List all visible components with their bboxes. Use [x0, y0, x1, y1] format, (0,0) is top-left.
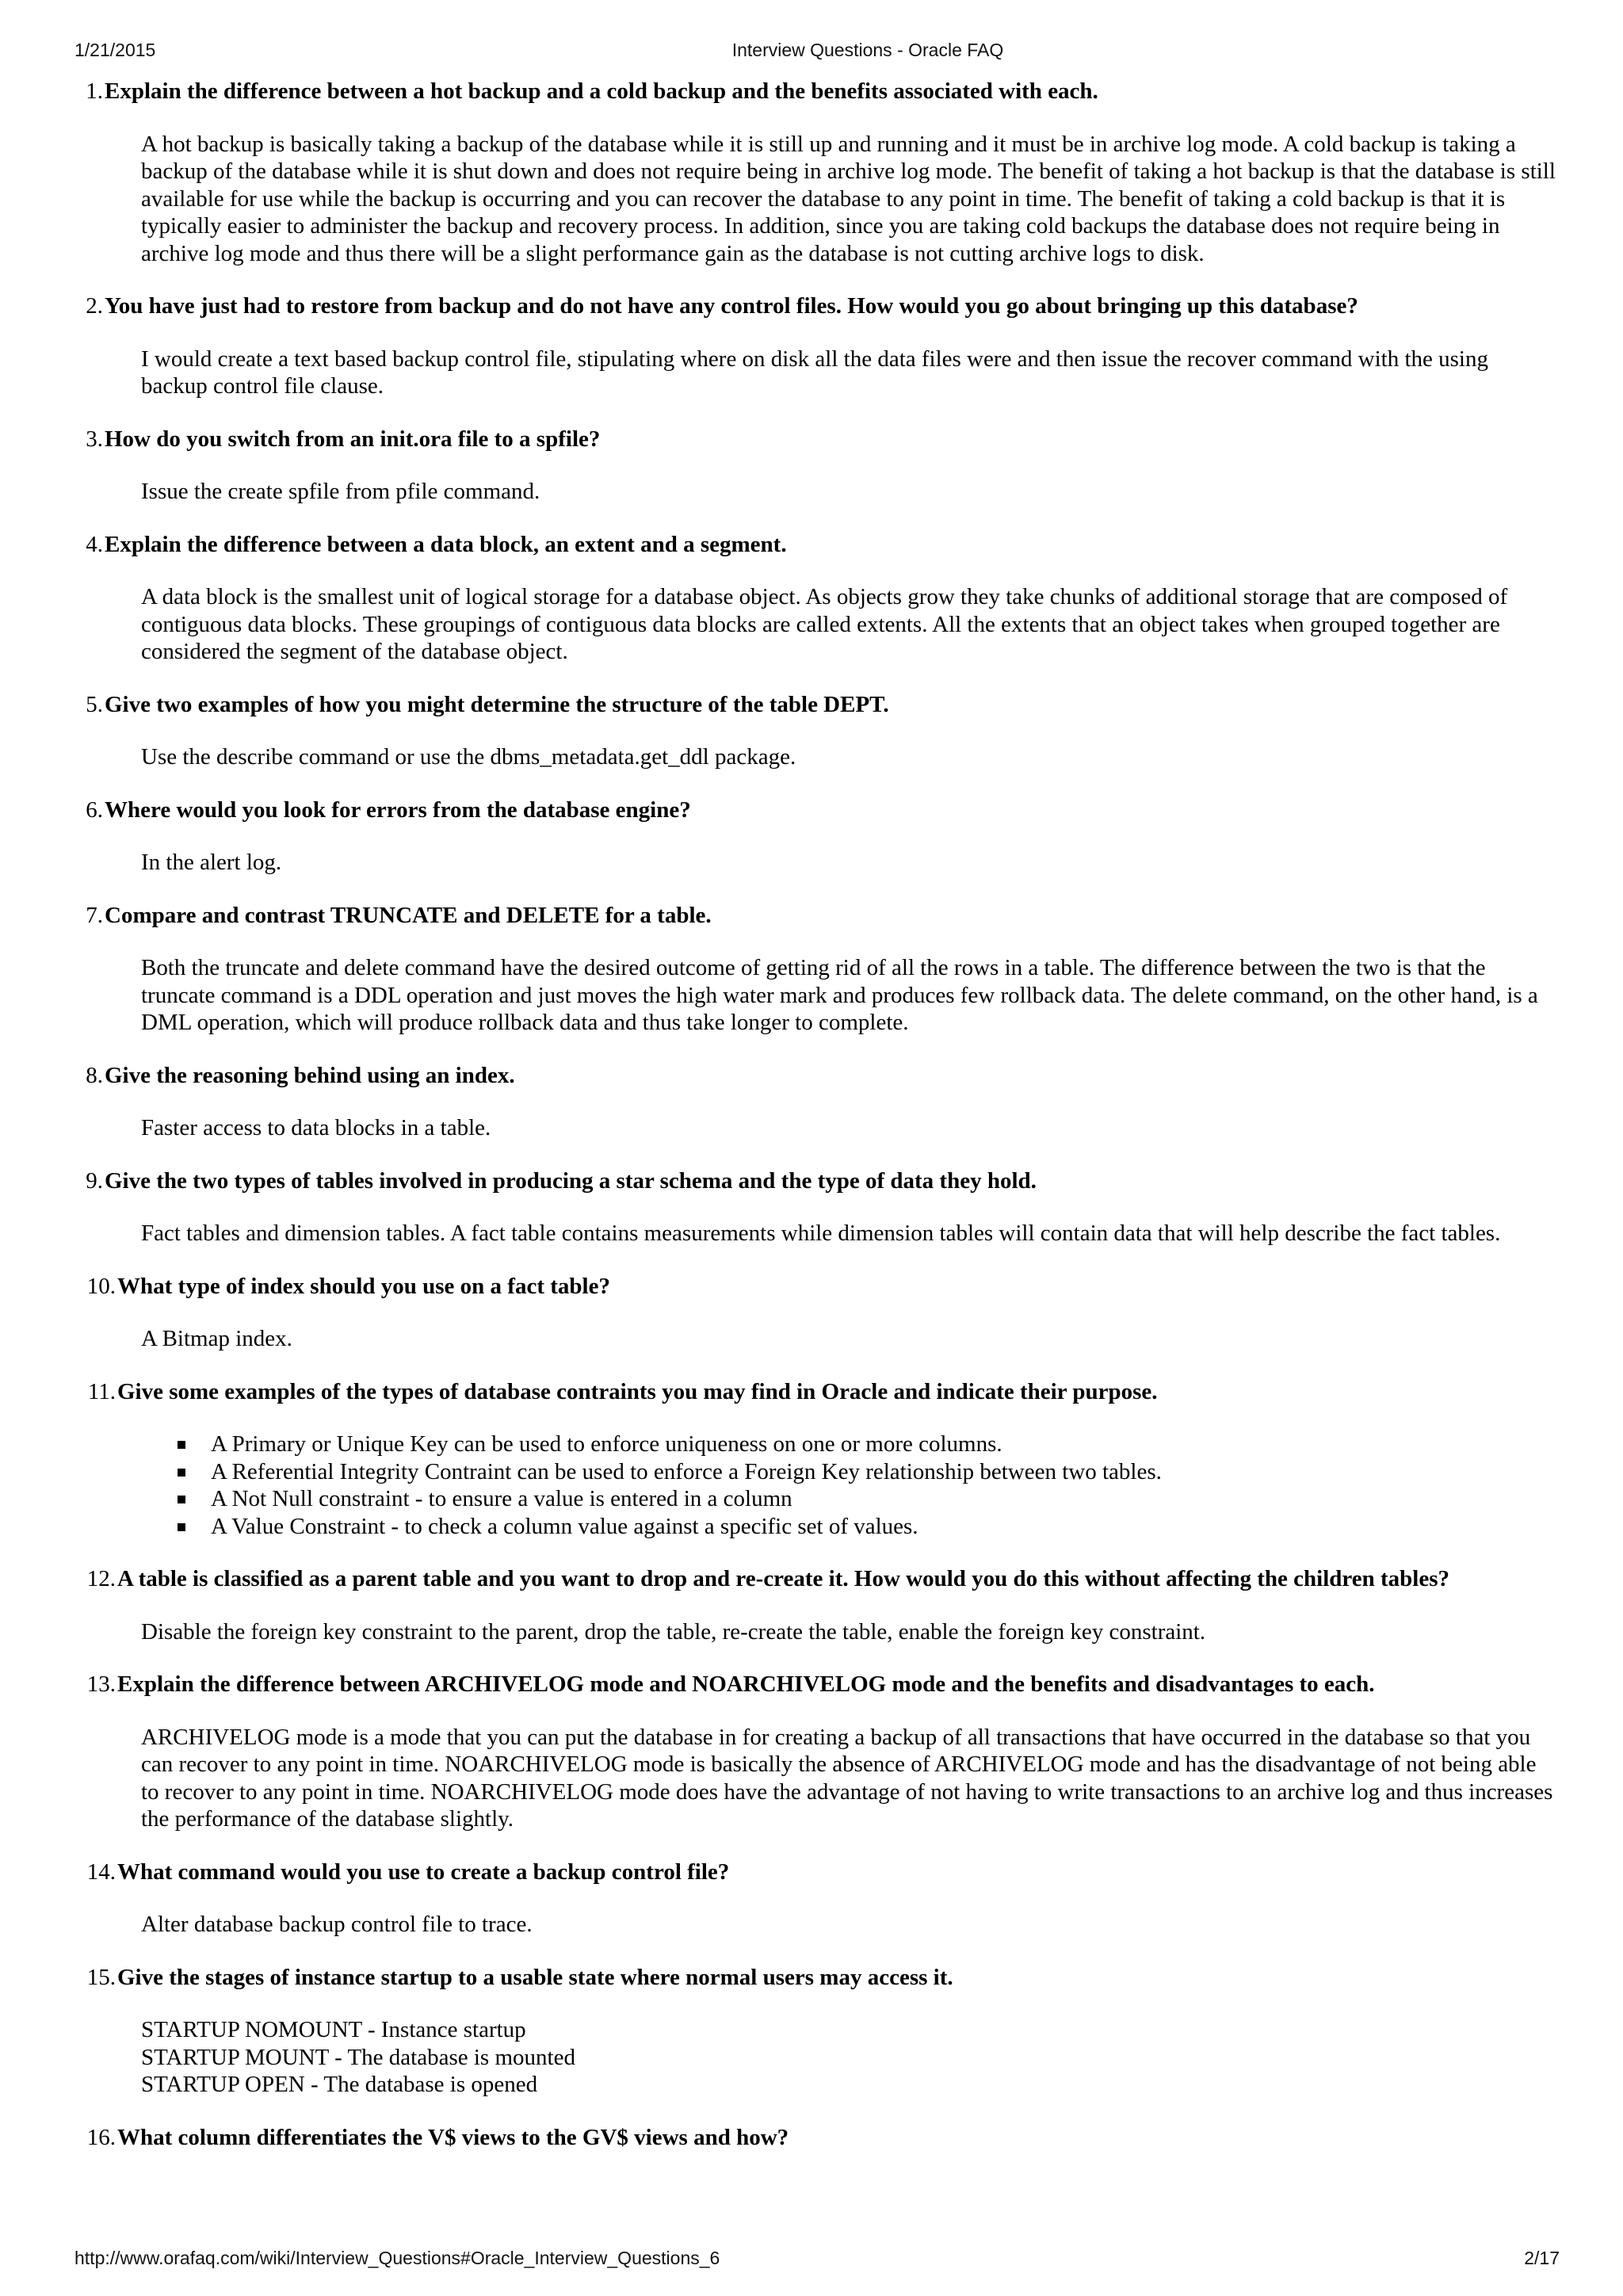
question-text: What type of index should you use on a fact table? — [117, 1273, 610, 1299]
list-item: A Value Constraint - to check a column value against a specific set of values. — [0, 1513, 1560, 1541]
question-number: 11. — [87, 1378, 116, 1404]
answer-text: Both the truncate and delete command have the desired outcome of getting rid of all the rows in a table. The difference between the two is that the truncate command is a DDL operation and just moves the high water mark and produces few rollback data. The delete command, on the other hand, is a DML operation, which will produce rollback data and thus take longer to complete. — [141, 955, 1538, 1035]
question-item — [0, 902, 1623, 1037]
answer-text: ARCHIVELOG mode is a mode that you can put the database in for creating a backup of all transactions that have occurred in the database so that you can recover to any point in time. NOARCHIVELOG mode is basically the absence of ARCHIVELOG mode and has the disadvantage of not being able to recover to any point in time. NOARCHIVELOG mode does have the advantage of not having to write transactions to an archive log and thus increases the performance of the database slightly. — [141, 1724, 1553, 1832]
page-number: 2/17 — [1524, 2248, 1560, 2268]
list-item: A Not Null constraint - to ensure a value is entered in a column — [0, 1485, 1560, 1513]
answer-text: Issue the create spfile from pfile command. — [141, 479, 540, 504]
question-item — [0, 1273, 1623, 1353]
startup-stage-line: STARTUP NOMOUNT - Instance startup — [141, 2017, 526, 2042]
question-item — [0, 426, 1623, 506]
question — [0, 902, 1623, 930]
question-number: 9. — [86, 1167, 103, 1194]
answer-text: Fact tables and dimension tables. A fact table contains measurements while dimension tables will contain data that will help describe the fact tables. — [141, 1221, 1501, 1246]
answer-text: Alter database backup control file to trace. — [141, 1912, 533, 1937]
question-number: 8. — [86, 1062, 103, 1088]
question — [0, 78, 1623, 105]
question-item — [0, 78, 1623, 267]
question — [0, 1565, 1623, 1593]
constraint-list — [0, 1431, 1623, 1540]
question-text: How do you switch from an init.ora file to a spfile? — [105, 426, 601, 452]
startup-stage-line: STARTUP OPEN - The database is opened — [141, 2072, 538, 2097]
question-item — [0, 1378, 1623, 1541]
question-number: 1. — [86, 78, 103, 104]
question-item — [0, 1565, 1623, 1645]
question-number: 7. — [86, 902, 103, 928]
question-text: What column differentiates the V$ views to the GV$ views and how? — [117, 2124, 789, 2150]
question-number: 6. — [86, 797, 103, 823]
list-item: A Referential Integrity Contraint can be used to enforce a Foreign Key relationship between two tables. — [0, 1458, 1560, 1486]
answer-text: A Bitmap index. — [141, 1326, 292, 1351]
answer-text: A hot backup is basically taking a backup of the database while it is still up and running and it must be in archive log mode. A cold backup is taking a backup of the database while it is shut down and does not require being in archive log mode. The benefit of taking a hot backup is that the database is still available for use while the backup is occurring and you can recover the database to any point in time. The benefit of taking a cold backup is that it is typically easier to administer the backup and recovery process. In addition, since you are taking cold backups the database does not require being in archive log mode and thus there will be a slight performance gain as the database is not cutting archive logs to disk. — [141, 131, 1556, 266]
answer-text: Disable the foreign key constraint to the parent, drop the table, re-create the table, enable the foreign key constraint. — [141, 1618, 1206, 1645]
question — [0, 1859, 1623, 1886]
question-item — [0, 691, 1623, 771]
question-item — [0, 797, 1623, 877]
list-item: A Primary or Unique Key can be used to enforce uniqueness on one or more columns. — [0, 1431, 1560, 1458]
question — [0, 1964, 1623, 1992]
question-number: 3. — [86, 426, 103, 452]
page-header — [0, 40, 1623, 67]
question-list — [0, 78, 1623, 2176]
question-text: Explain the difference between a hot backup and a cold backup and the benefits associated with each. — [105, 78, 1098, 104]
question-item — [0, 292, 1623, 400]
question-number: 14. — [86, 1859, 116, 1885]
question-text: Where would you look for errors from the database engine? — [105, 797, 691, 823]
answer-text: Use the describe command or use the dbms_metadata.get_ddl package. — [141, 744, 796, 770]
question-item — [0, 1167, 1623, 1247]
question-text: You have just had to restore from backup and do not have any control files. How would you go about bringing up this database? — [105, 293, 1358, 319]
question-text: Give the reasoning behind using an index. — [105, 1062, 515, 1088]
page-title: Interview Questions - Oracle FAQ — [731, 40, 1004, 60]
question-text: Explain the difference between ARCHIVELOG mode and NOARCHIVELOG mode and the benefits and disadvantages to each. — [117, 1671, 1375, 1697]
question-number: 4. — [86, 531, 103, 557]
question-item — [0, 1062, 1623, 1142]
question — [0, 426, 1623, 453]
question — [0, 531, 1623, 559]
question — [0, 1671, 1623, 1698]
question-text: What command would you use to create a backup control file? — [117, 1859, 730, 1885]
answer-text: Faster access to data blocks in a table. — [141, 1115, 491, 1140]
question — [0, 1378, 1623, 1406]
page-url: http://www.orafaq.com/wiki/Interview_Questions#Oracle_Interview_Questions_6 — [74, 2248, 720, 2268]
question-number: 16. — [86, 2124, 116, 2150]
startup-stages — [0, 2016, 1623, 2099]
question-text: Give some examples of the types of database contraints you may find in Oracle and indicate their purpose. — [117, 1378, 1158, 1404]
question-text: A table is classified as a parent table and you want to drop and re-create it. How would you do this without affecting the children tables? — [117, 1566, 1450, 1591]
question-item — [0, 2124, 1623, 2152]
question — [0, 292, 1623, 320]
answer-text: In the alert log. — [141, 850, 282, 875]
question-number: 10. — [86, 1273, 116, 1299]
question-number: 12. — [86, 1566, 116, 1591]
print-date: 1/21/2015 — [74, 40, 156, 60]
question — [0, 691, 1623, 719]
startup-stage-line: STARTUP MOUNT - The database is mounted — [141, 2044, 575, 2070]
question — [0, 1062, 1623, 1090]
question-item — [0, 1859, 1623, 1939]
question — [0, 1167, 1623, 1195]
question-text: Compare and contrast TRUNCATE and DELETE for a table. — [105, 902, 712, 928]
question-number: 2. — [86, 293, 103, 319]
question-number: 15. — [86, 1964, 116, 1990]
question-number: 5. — [86, 691, 103, 717]
question-text: Give two examples of how you might determine the structure of the table DEPT. — [105, 691, 889, 717]
question — [0, 2124, 1623, 2152]
question-text: Explain the difference between a data block, an extent and a segment. — [105, 531, 787, 557]
question-item — [0, 1964, 1623, 2099]
question-text: Give the stages of instance startup to a usable state where normal users may access it. — [117, 1964, 953, 1990]
question — [0, 1273, 1623, 1301]
question — [0, 797, 1623, 824]
question-text: Give the two types of tables involved in producing a star schema and the type of data they hold. — [105, 1167, 1037, 1194]
answer-text: A data block is the smallest unit of logical storage for a database object. As objects grow they take chunks of additional storage that are composed of contiguous data blocks. These groupings of contiguous data blocks are called extents. All the extents that an object takes when grouped together are considered the segment of the database object. — [141, 584, 1508, 664]
answer-text: I would create a text based backup control file, stipulating where on disk all the data files were and then issue the recover command with the using backup control file clause. — [141, 346, 1488, 399]
page-footer — [0, 2248, 1623, 2275]
question-number: 13. — [86, 1671, 116, 1697]
question-item — [0, 1671, 1623, 1833]
question-item — [0, 531, 1623, 666]
